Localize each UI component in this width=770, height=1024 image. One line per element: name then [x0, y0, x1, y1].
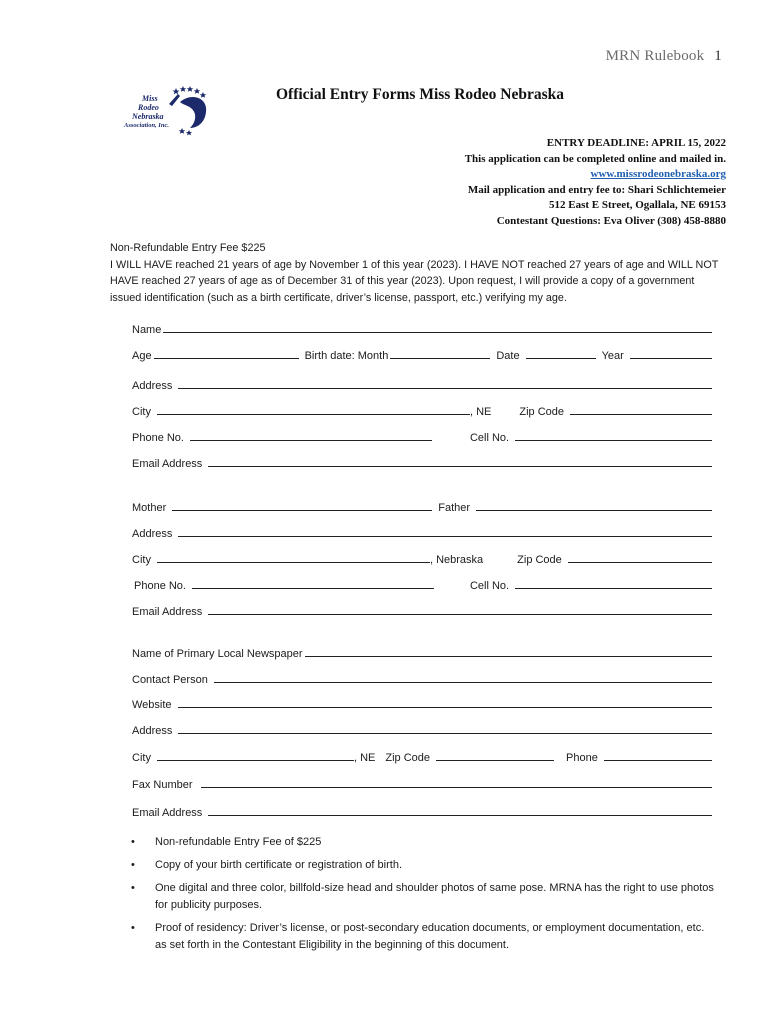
website-row	[132, 695, 712, 711]
state-label: , NE	[469, 406, 492, 418]
contact-field[interactable]	[214, 672, 712, 683]
mail-to: Mail application and entry fee to: Shari Schlichtemeier	[467, 183, 726, 196]
requirement-photos: • One digital and three color, billfold-size head and shoulder photos of same pose. MRNA has the right to use photos for publicity purposes.	[130, 880, 715, 914]
newspaper-email-label: Email Address	[132, 807, 203, 819]
birth-month-label: Birth date: Month	[304, 350, 389, 362]
requirements-list	[130, 834, 715, 960]
father-field[interactable]	[476, 500, 712, 511]
phone-label: Phone No.	[132, 432, 184, 444]
parents-email-field[interactable]	[208, 604, 712, 615]
mother-label: Mother	[132, 502, 167, 514]
page-number: 1	[714, 48, 722, 64]
parents-address-label: Address	[132, 528, 173, 540]
birth-date-field[interactable]	[526, 348, 596, 359]
logo-text-association: Association, Inc.	[124, 122, 169, 129]
logo-text-nebraska: Nebraska	[132, 112, 164, 121]
city-label: City	[132, 406, 151, 418]
miss-rodeo-nebraska-logo	[122, 84, 212, 136]
cell-field[interactable]	[515, 430, 712, 441]
fax-label: Fax Number	[132, 779, 193, 791]
parents-address-field[interactable]	[178, 526, 712, 537]
running-title: MRN Rulebook	[605, 48, 705, 64]
newspaper-city-row	[132, 748, 712, 764]
parents-phone-row	[132, 576, 712, 592]
birth-year-field[interactable]	[630, 348, 712, 359]
contact-row	[132, 670, 712, 686]
newspaper-zip-field[interactable]	[436, 750, 554, 761]
zip-field[interactable]	[570, 404, 712, 415]
entry-deadline: ENTRY DEADLINE: APRIL 15, 2022	[546, 137, 726, 149]
parents-state-label: , Nebraska	[429, 554, 484, 566]
newspaper-city-field[interactable]	[157, 750, 354, 761]
newspaper-city-label: City	[132, 752, 151, 764]
newspaper-email-field[interactable]	[208, 805, 712, 816]
zip-label: Zip Code	[519, 406, 564, 418]
fax-field[interactable]	[201, 777, 712, 788]
logo-text-rodeo: Rodeo	[138, 103, 159, 112]
birth-year-label: Year	[601, 350, 624, 362]
email-field[interactable]	[208, 456, 712, 467]
fax-row	[132, 775, 712, 791]
email-row	[132, 454, 712, 470]
requirement-residency: • Proof of residency: Driver’s license, or post-secondary education documents, or employment documentation, etc. as set forth in the Contestant Eligibility in the beginning of this document.	[130, 920, 715, 954]
birth-month-field[interactable]	[390, 348, 490, 359]
parents-email-row	[132, 602, 712, 618]
city-row	[132, 402, 712, 418]
mail-street: 512 East E Street, Ogallala, NE 69153	[548, 199, 726, 211]
running-header	[560, 48, 722, 65]
website-field[interactable]	[178, 697, 712, 708]
city-field[interactable]	[157, 404, 470, 415]
parents-phone-label: Phone No.	[134, 580, 186, 592]
newspaper-state-label: , NE	[353, 752, 376, 764]
entry-info-block	[306, 136, 726, 229]
birth-date-label: Date	[496, 350, 520, 362]
newspaper-row	[132, 644, 712, 660]
name-row	[132, 320, 712, 336]
newspaper-phone-field[interactable]	[604, 750, 712, 761]
newspaper-address-label: Address	[132, 725, 173, 737]
parents-city-field[interactable]	[157, 552, 430, 563]
logo-text-miss: Miss	[142, 94, 158, 103]
website-label: Website	[132, 699, 172, 711]
age-statement: I WILL HAVE reached 21 years of age by November 1 of this year (2023). I HAVE NOT reached 27 years of age and WILL NOT HAVE reached 27 years of age as of December 31 of this year (2023). Upon request, I will provide a copy of a government issued identification (such as a birth certificate, driver’s license, passport, etc.) verifying my age.	[110, 258, 719, 304]
website-link[interactable]: www.missrodeonebraska.org	[590, 168, 726, 180]
entry-fee-note: Non-Refundable Entry Fee $225	[110, 242, 266, 254]
email-label: Email Address	[132, 458, 203, 470]
newspaper-phone-label: Phone	[566, 752, 598, 764]
newspaper-field[interactable]	[305, 646, 712, 657]
mother-field[interactable]	[172, 500, 432, 511]
intro-section	[110, 240, 725, 306]
father-label: Father	[438, 502, 471, 514]
age-label: Age	[132, 350, 152, 362]
online-note: This application can be completed online and mailed in.	[464, 152, 726, 165]
newspaper-email-row	[132, 803, 712, 819]
parents-city-row	[132, 550, 712, 566]
age-row	[132, 346, 712, 362]
parents-address-row	[132, 524, 712, 540]
phone-row	[132, 428, 712, 444]
parents-cell-label: Cell No.	[469, 580, 510, 592]
cell-label: Cell No.	[469, 432, 510, 444]
age-field[interactable]	[154, 348, 299, 359]
address-field[interactable]	[178, 378, 712, 389]
page-title: Official Entry Forms Miss Rodeo Nebraska	[275, 86, 564, 103]
newspaper-label: Name of Primary Local Newspaper	[132, 648, 303, 660]
contact-label: Contact Person	[132, 674, 208, 686]
parents-email-label: Email Address	[132, 606, 203, 618]
contestant-questions: Contestant Questions: Eva Oliver (308) 458-8880	[496, 214, 726, 227]
phone-field[interactable]	[190, 430, 432, 441]
newspaper-address-row	[132, 721, 712, 737]
requirement-birth-certificate: • Copy of your birth certificate or registration of birth.	[130, 857, 715, 874]
parents-row	[132, 498, 712, 514]
newspaper-zip-label: Zip Code	[385, 752, 430, 764]
parents-phone-field[interactable]	[192, 578, 434, 589]
newspaper-address-field[interactable]	[178, 723, 712, 734]
name-label: Name	[132, 324, 162, 336]
parents-cell-field[interactable]	[515, 578, 712, 589]
parents-zip-label: Zip Code	[517, 554, 562, 566]
address-row	[132, 376, 712, 392]
parents-city-label: City	[132, 554, 151, 566]
name-field[interactable]	[163, 322, 712, 333]
requirement-entry-fee: • Non-refundable Entry Fee of $225	[130, 834, 715, 851]
address-label: Address	[132, 380, 173, 392]
parents-zip-field[interactable]	[568, 552, 712, 563]
